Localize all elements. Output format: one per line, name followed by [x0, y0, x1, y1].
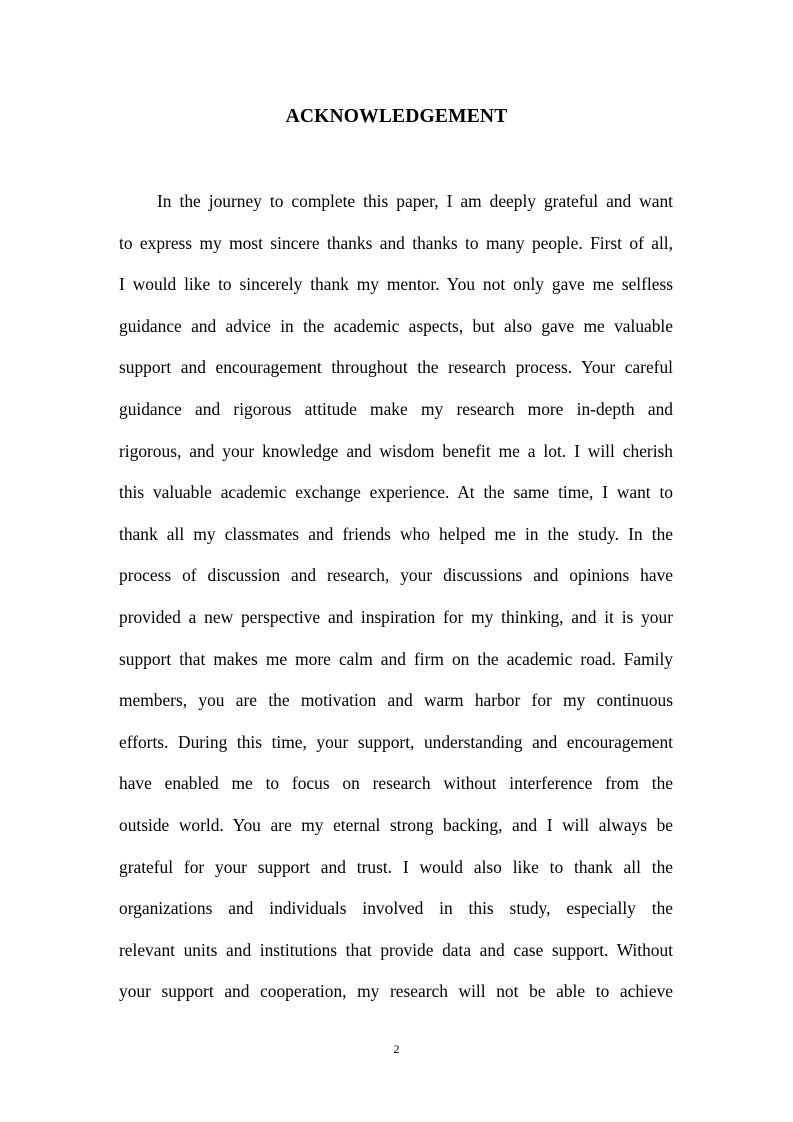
text-line: process of discussion and research, your discussions and opinions have	[119, 565, 673, 586]
acknowledgement-body	[119, 188, 673, 1020]
text-line: organizations and individuals involved in this study, especially the	[119, 898, 673, 919]
text-line: efforts. During this time, your support, understanding and encouragement	[119, 731, 673, 752]
text-line: guidance and advice in the academic aspects, but also gave me valuable	[119, 315, 673, 336]
text-line: to express my most sincere thanks and thanks to many people. First of all,	[119, 232, 673, 253]
text-line: support that makes me more calm and firm on the academic road. Family	[119, 648, 673, 669]
text-line: this valuable academic exchange experience. At the same time, I want to	[119, 482, 673, 503]
text-line: rigorous, and your knowledge and wisdom benefit me a lot. I will cherish	[119, 440, 673, 461]
text-line: thank all my classmates and friends who helped me in the study. In the	[119, 523, 673, 544]
text-line: In the journey to complete this paper, I am deeply grateful and want	[157, 191, 673, 211]
text-line: members, you are the motivation and warm harbor for my continuous	[119, 690, 673, 711]
text-line: guidance and rigorous attitude make my research more in-depth and	[119, 398, 673, 419]
text-line: relevant units and institutions that provide data and case support. Without	[119, 939, 673, 960]
text-line: your support and cooperation, my research will not be able to achieve	[119, 981, 673, 1002]
text-line: I would like to sincerely thank my mentor. You not only gave me selfless	[119, 274, 673, 295]
text-line: have enabled me to focus on research without interference from the	[119, 773, 673, 794]
text-line: grateful for your support and trust. I would also like to thank all the	[119, 856, 673, 877]
page-number: 2	[393, 1042, 400, 1056]
text-line: support and encouragement throughout the research process. Your careful	[119, 357, 673, 378]
text-line: outside world. You are my eternal strong backing, and I will always be	[119, 814, 673, 835]
text-line: provided a new perspective and inspiration for my thinking, and it is your	[119, 606, 673, 627]
page-title: ACKNOWLEDGEMENT	[285, 106, 508, 127]
